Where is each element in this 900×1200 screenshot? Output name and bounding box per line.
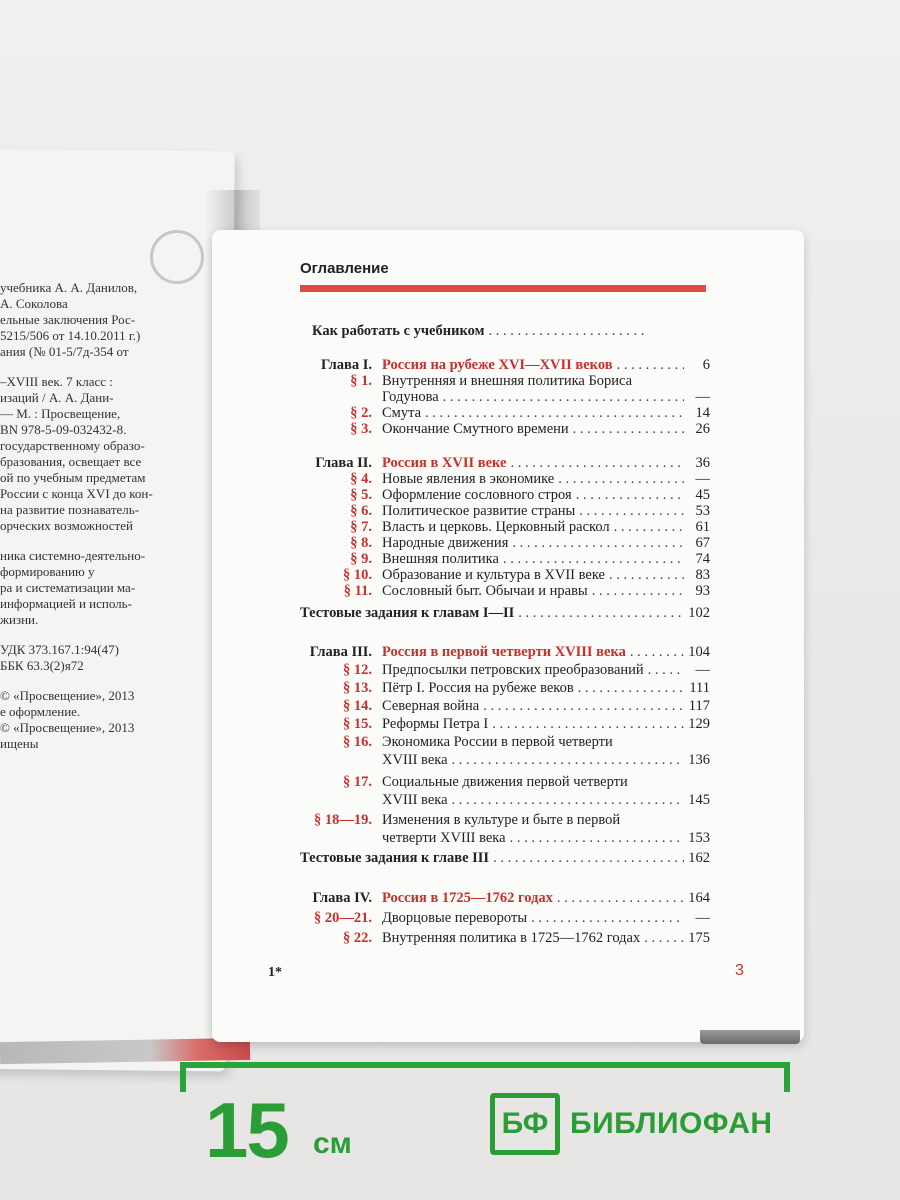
toc-entry-page: 153 <box>688 830 710 846</box>
toc-leader-dots <box>558 471 684 488</box>
toc-entry-number: § 16. <box>343 734 372 750</box>
left-page-line: бразования, освещает все <box>0 454 142 469</box>
left-page-line: — М. : Просвещение, <box>0 406 121 421</box>
toc-entry-number: § 15. <box>343 716 372 732</box>
toc-entry-page: 26 <box>695 421 710 437</box>
toc-entry-number: Глава I. <box>321 357 372 373</box>
left-page-line: орческих возможностей <box>0 518 133 533</box>
toc-entry-page: 164 <box>688 890 710 906</box>
toc-entry <box>300 567 710 584</box>
left-page-line: изаций / А. А. Дани- <box>0 390 114 405</box>
toc-entry-page: 111 <box>689 680 710 696</box>
left-page-line: © «Просвещение», 2013 <box>0 720 135 735</box>
left-page-line: на развитие познаватель- <box>0 502 140 517</box>
toc-entry-title: Северная война <box>382 698 480 714</box>
toc-leader-dots <box>512 535 684 552</box>
toc-entry <box>300 774 710 791</box>
toc-entry-page: 145 <box>688 792 710 808</box>
toc-entry-title: Образование и культура в XVII веке <box>382 567 605 583</box>
toc-entry-title: Тестовые задания к главе III <box>300 850 490 866</box>
left-page-line <box>0 628 215 642</box>
toc-entry <box>300 644 710 661</box>
toc-entry-number: § 11. <box>343 583 372 599</box>
toc-entry <box>300 930 710 947</box>
toc-entry <box>300 535 710 552</box>
ruler-bar <box>180 1062 790 1068</box>
left-page-line <box>0 534 215 548</box>
toc-entry-title: Дворцовые перевороты <box>382 910 528 926</box>
toc-entry <box>300 605 710 622</box>
toc-entry-page: 129 <box>688 716 710 732</box>
ruler-right-tick <box>784 1062 790 1092</box>
toc-entry-title: Социальные движения первой четверти <box>382 774 628 790</box>
toc-entry-page: 67 <box>695 535 710 551</box>
size-value: 15 <box>205 1086 288 1174</box>
toc-entry-page: 6 <box>702 357 710 373</box>
left-page-line: е оформление. <box>0 704 81 719</box>
toc-entry-number: § 22. <box>343 930 372 946</box>
toc-leader-dots <box>630 644 684 661</box>
toc-entry-page: 175 <box>688 930 710 946</box>
signature-mark: 1* <box>268 965 282 980</box>
toc-entry-page: 83 <box>695 567 710 583</box>
toc-leader-dots <box>483 698 684 715</box>
toc-entry-page: 162 <box>688 850 710 866</box>
toc-entry-title: Россия в первой четверти XVIII века <box>382 644 626 660</box>
toc-entry-page: 14 <box>695 405 710 421</box>
toc-entry-title: Экономика России в первой четверти <box>382 734 613 750</box>
left-page-line: государственному образо- <box>0 438 145 453</box>
toc-entry <box>300 487 710 504</box>
toc-entry-number: § 14. <box>343 698 372 714</box>
toc-leader-dots <box>644 930 684 947</box>
toc-leader-dots <box>425 405 684 422</box>
toc-entry-number: § 1. <box>350 373 372 389</box>
toc-leader-dots <box>617 357 684 374</box>
toc-entry <box>300 792 710 809</box>
toc-leader-dots <box>557 890 684 907</box>
toc-entry-number: § 6. <box>350 503 372 519</box>
toc-entry <box>300 662 710 679</box>
toc-entry-page: — <box>695 471 710 487</box>
toc-entry-title: четверти XVIII века <box>382 830 506 846</box>
toc-entry <box>300 519 710 536</box>
left-page-line: ельные заключения Рос- <box>0 312 136 327</box>
toc-entry-page: 45 <box>695 487 710 503</box>
bibliofan-logo-icon: БФ <box>490 1093 560 1155</box>
left-page-line <box>0 360 215 374</box>
toc-entry-title: Тестовые задания к главам I—II <box>300 605 515 621</box>
toc-leader-dots <box>492 716 684 733</box>
toc-leader-dots <box>488 323 646 340</box>
left-page-line: ой по учебным предметам <box>0 470 146 485</box>
toc-entry-number: § 20—21. <box>314 910 372 926</box>
toc-leader-dots <box>579 503 684 520</box>
toc-leader-dots <box>578 680 684 697</box>
toc-entry-number: § 10. <box>343 567 372 583</box>
toc-entry-title: Окончание Смутного времени <box>382 421 569 437</box>
toc-entry <box>300 551 710 568</box>
left-page-line: информацией и исполь- <box>0 596 132 611</box>
toc-entry-title: Россия в 1725—1762 годах <box>382 890 553 906</box>
left-page-line: ББК 63.3(2)я72 <box>0 658 84 673</box>
toc-entry-title: Как работать с учебником <box>312 323 485 339</box>
ruler-left-tick <box>180 1062 186 1092</box>
toc-entry <box>300 503 710 520</box>
toc-leader-dots <box>443 389 684 406</box>
toc-leader-dots <box>592 583 684 600</box>
toc-entry-number: § 17. <box>343 774 372 790</box>
left-page-line: учебника А. А. Данилов, <box>0 280 138 295</box>
toc-entry-title: Внешняя политика <box>382 551 499 567</box>
toc-entry <box>300 680 710 697</box>
left-page-line <box>0 674 215 688</box>
toc-entry <box>300 716 710 733</box>
toc-entry-page: — <box>695 910 710 926</box>
toc-entry-title: Пётр I. Россия на рубеже веков <box>382 680 574 696</box>
fgos-logo-icon <box>150 230 204 284</box>
left-page-line: А. Соколова <box>0 296 68 311</box>
toc-entry-number: § 12. <box>343 662 372 678</box>
toc-entry-number: § 13. <box>343 680 372 696</box>
toc-entry <box>300 421 710 438</box>
left-page-text <box>0 280 215 752</box>
toc-entry-title: Политическое развитие страны <box>382 503 576 519</box>
toc-entry-page: — <box>695 662 710 678</box>
toc-leader-dots <box>614 519 684 536</box>
toc-entry-page: — <box>695 389 710 405</box>
toc-entry-title: XVIII века <box>382 752 448 768</box>
toc-entry-title: Внутренняя и внешняя политика Бориса <box>382 373 633 389</box>
toc-entry <box>300 752 710 769</box>
toc-title-rule <box>300 285 706 292</box>
cover-edge-stripe <box>0 1038 250 1064</box>
toc-leader-dots <box>493 850 684 867</box>
toc-entry-title: Власть и церковь. Церковный раскол <box>382 519 610 535</box>
toc-entry-page: 117 <box>688 698 710 714</box>
toc-leader-dots <box>531 910 684 927</box>
toc-entry-number: § 3. <box>350 421 372 437</box>
brand-name: БИБЛИОФАН <box>570 1107 773 1140</box>
toc-entry <box>300 830 710 847</box>
toc-entry <box>300 910 710 927</box>
toc-entry-title: Годунова <box>382 389 439 405</box>
toc-leader-dots <box>573 421 684 438</box>
toc-leader-dots <box>452 752 684 769</box>
toc-entry-number: § 9. <box>350 551 372 567</box>
toc-leader-dots <box>609 567 684 584</box>
toc-entry-title: Оформление сословного строя <box>382 487 572 503</box>
toc-entry-title: XVIII века <box>382 792 448 808</box>
toc-leader-dots <box>648 662 684 679</box>
toc-entry <box>300 698 710 715</box>
toc-entry-page: 104 <box>688 644 710 660</box>
toc-entry-title: Изменения в культуре и быте в первой <box>382 812 621 828</box>
toc-entry-page: 102 <box>688 605 710 621</box>
left-page-line: ания (№ 01-5/7д-354 от <box>0 344 129 359</box>
toc-entry-title: Сословный быт. Обычаи и нравы <box>382 583 588 599</box>
toc-entry-page: 53 <box>695 503 710 519</box>
page-edge <box>700 1030 800 1044</box>
toc-entry <box>300 583 710 600</box>
toc-entry <box>300 455 710 472</box>
left-page-line: BN 978-5-09-032432-8. <box>0 422 127 437</box>
toc-entry-title: Россия в XVII веке <box>382 455 507 471</box>
toc-entry-number: Глава III. <box>309 644 372 660</box>
toc-entry <box>300 405 710 422</box>
toc-entry-page: 74 <box>695 551 710 567</box>
left-page-line: © «Просвещение», 2013 <box>0 688 135 703</box>
toc-entry-page: 93 <box>695 583 710 599</box>
toc-entry <box>300 357 710 374</box>
left-page-line: России с конца XVI до кон- <box>0 486 153 501</box>
toc-entry-title: Россия на рубеже XVI—XVII веков <box>382 357 613 373</box>
left-page-line: ника системно-деятельно- <box>0 548 146 563</box>
toc-entry-title: Смута <box>382 405 422 421</box>
left-page-line: –XVIII век. 7 класс : <box>0 374 113 389</box>
toc-title: Оглавление <box>300 260 389 277</box>
left-page-line: жизни. <box>0 612 39 627</box>
toc-entry-number: § 7. <box>350 519 372 535</box>
toc-entry-title: Предпосылки петровских преобразований <box>382 662 644 678</box>
page-number: 3 <box>735 962 744 979</box>
toc-entry-page: 36 <box>695 455 710 471</box>
toc-entry-number: § 8. <box>350 535 372 551</box>
toc-leader-dots <box>518 605 684 622</box>
toc-leader-dots <box>510 830 684 847</box>
toc-entry-number: § 5. <box>350 487 372 503</box>
toc-entry <box>300 471 710 488</box>
left-page-line: ищены <box>0 736 39 751</box>
toc-entry <box>300 890 710 907</box>
left-page-line: 5215/506 от 14.10.2011 г.) <box>0 328 141 343</box>
toc-entry <box>300 850 710 867</box>
toc-entry-number: Глава II. <box>315 455 372 471</box>
toc-leader-dots <box>503 551 684 568</box>
toc-entry-number: § 18—19. <box>314 812 372 828</box>
toc-entry-page: 136 <box>688 752 710 768</box>
toc-entry <box>300 373 710 390</box>
toc-entry-number: Глава IV. <box>312 890 372 906</box>
left-page-line: формированию у <box>0 564 95 579</box>
toc-entry <box>300 389 710 406</box>
toc-leader-dots <box>510 455 684 472</box>
toc-entry <box>300 734 710 751</box>
toc-entry-number: § 4. <box>350 471 372 487</box>
left-page-line: УДК 373.167.1:94(47) <box>0 642 119 657</box>
toc-entry-number: § 2. <box>350 405 372 421</box>
toc-entry-title: Новые явления в экономике <box>382 471 555 487</box>
toc-entry <box>300 812 710 829</box>
toc-entry-title: Реформы Петра I <box>382 716 489 732</box>
toc-entry-title: Внутренняя политика в 1725—1762 годах <box>382 930 641 946</box>
toc-entry <box>312 323 672 340</box>
toc-leader-dots <box>452 792 684 809</box>
toc-entry-title: Народные движения <box>382 535 509 551</box>
toc-entry-page: 61 <box>695 519 710 535</box>
left-page-line: ра и систематизации ма- <box>0 580 136 595</box>
toc-leader-dots <box>576 487 684 504</box>
size-unit: см <box>313 1127 352 1160</box>
